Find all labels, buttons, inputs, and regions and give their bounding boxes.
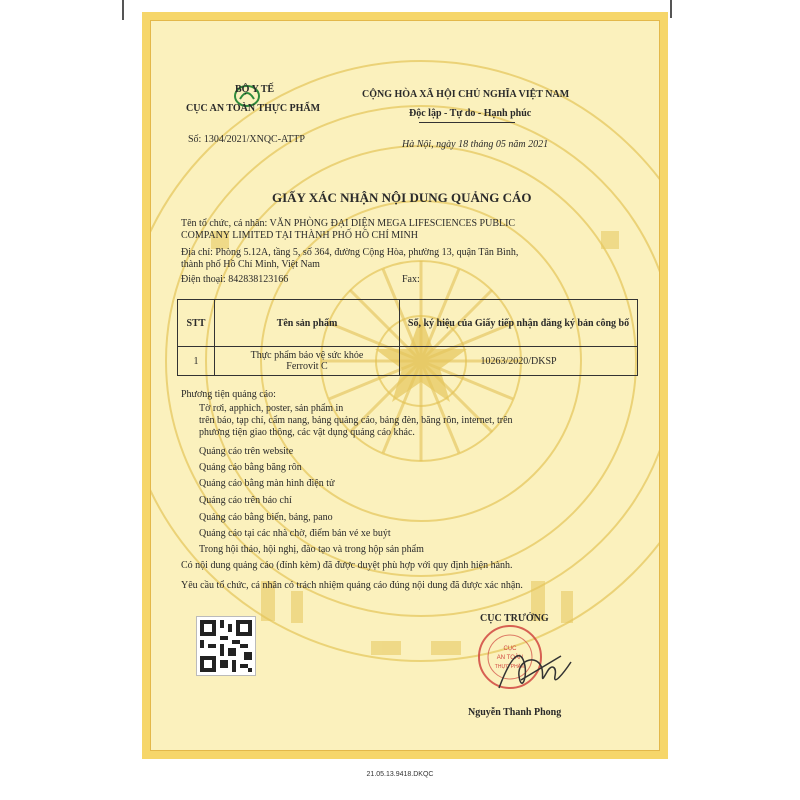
ministry-name: BỘ Y TẾ [235,84,275,95]
media-item: Quảng cáo trên website [199,446,294,457]
signer-name: Nguyễn Thanh Phong [468,707,562,718]
media-item: Quảng cáo bằng băng rôn [199,462,302,473]
org-name-line2: COMPANY LIMITED TẠI THÀNH PHỐ HỒ CHÍ MINH [181,230,418,241]
document-number: Số: 1304/2021/XNQC-ATTP [188,134,305,145]
table-row [178,347,638,376]
org-address-line2: thành phố Hồ Chí Minh, Việt Nam [181,259,320,270]
document-code: 21.05.13.9418.DKQC [366,771,434,778]
handwritten-signature [491,636,581,701]
org-address-line1: Địa chỉ: Phòng 5.12A, tầng 5, số 364, đường Cộng Hòa, phường 13, quận Tân Bình, [181,247,519,258]
cell-product [215,347,400,376]
motto-underline [419,122,515,123]
product-line2: Ferrovit C [286,361,328,372]
certificate-frame [142,12,668,759]
cell-stt: 1 [178,347,215,376]
republic-title: CỘNG HÒA XÃ HỘI CHỦ NGHĨA VIỆT NAM [362,89,570,100]
requirement-statement: Yêu cầu tổ chức, cá nhân có trách nhiệm quảng cáo đúng nội dung đã được xác nhận. [181,580,523,591]
place-date: Hà Nội, ngày 18 tháng 05 năm 2021 [402,139,549,150]
media-item: Tờ rơi, apphich, poster, sản phẩm in [199,403,344,414]
stamp-text: THỰC PHẨM [494,664,526,670]
org-phone: Điện thoại: 842838123166 [181,274,289,285]
document-title: GIẤY XÁC NHẬN NỘI DUNG QUẢNG CÁO [272,190,532,205]
scan-edge-left [122,0,124,20]
qr-code [196,616,256,676]
agency-name: CỤC AN TOÀN THỰC PHẨM [186,103,321,114]
org-fax: Fax: [402,274,420,285]
stamp-text: CỤC [503,646,517,652]
product-line1: Thực phẩm bảo vệ sức khỏe [250,350,364,361]
media-heading: Phương tiện quảng cáo: [181,389,276,400]
scan-edge-right [670,0,672,18]
product-table [177,299,638,376]
media-item: Quảng cáo bằng biển, bảng, pano [199,512,333,523]
national-motto: Độc lập - Tự do - Hạnh phúc [409,108,532,119]
approval-statement: Có nội dung quảng cáo (đính kèm) đã được duyệt phù hợp với quy định hiện hành. [181,560,513,571]
table-header-row [178,300,638,347]
certificate-paper [150,20,660,751]
cell-registration: 10263/2020/DKSP [400,347,638,376]
media-item: Trong hội thảo, hội nghị, đào tạo và trong hộp sản phẩm [199,544,424,555]
header-stt: STT [178,300,215,347]
header-product: Tên sản phẩm [215,300,400,347]
stamp-text: AN TOÀN [496,655,524,661]
org-name-line1: Tên tổ chức, cá nhân: VĂN PHÒNG ĐẠI DIỆN MEGA LIFESCIENCES PUBLIC [181,218,516,229]
signer-role: CỤC TRƯỞNG [480,613,549,624]
header-registration: Số, ký hiệu của Giấy tiếp nhận đăng ký bản công bố [400,300,638,347]
media-item: trên báo, tạp chí, cẩm nang, bảng quảng cáo, bảng đèn, băng rôn, internet, trên [199,415,513,426]
media-item: Quảng cáo trên báo chí [199,495,292,506]
media-item: phương tiện giao thông, các vật dụng quảng cáo khác. [199,427,415,438]
media-item: Quảng cáo bằng màn hình điện tử [199,478,335,489]
media-item: Quảng cáo tại các nhà chờ, điểm bán vé xe buýt [199,528,391,539]
